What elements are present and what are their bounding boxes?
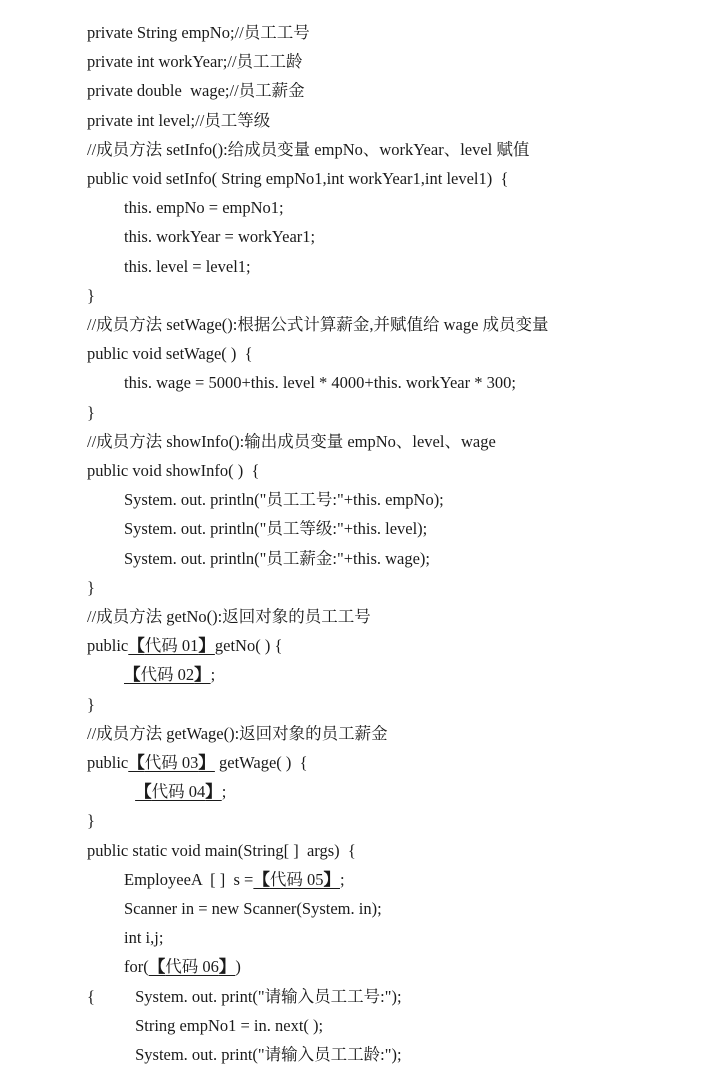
code-text: } — [87, 577, 95, 597]
code-text-after: getNo( ) { — [214, 636, 283, 656]
code-text: private double wage;//员工薪金 — [87, 81, 305, 101]
code-line — [87, 47, 303, 76]
code-line — [135, 777, 226, 806]
code-text: } — [87, 811, 95, 831]
code-text: private String empNo;//员工工号 — [87, 23, 310, 42]
code-text: this. level = level1; — [124, 256, 251, 276]
code-line — [87, 982, 402, 1011]
code-text-after: ) — [235, 957, 241, 977]
code-text: System. out. println("员工工号:"+this. empNo); — [124, 490, 444, 510]
code-line — [124, 923, 163, 952]
code-line — [87, 719, 388, 748]
code-text-after: ; — [340, 869, 345, 889]
code-line — [87, 339, 253, 368]
code-line — [124, 222, 315, 251]
code-line — [135, 1011, 323, 1040]
code-text: this. wage = 5000+this. level * 4000+this. workYear * 300; — [124, 373, 516, 393]
code-line — [87, 456, 259, 485]
code-text: System. out. print("请输入员工工号:"); — [135, 986, 402, 1006]
code-text: public — [87, 753, 129, 772]
code-text: private int level;//员工等级 — [87, 110, 271, 130]
code-text: } — [87, 694, 95, 714]
code-text: System. out. println("员工等级:"+this. level); — [124, 519, 428, 539]
code-text: public static void main(String[ ] args) { — [87, 840, 356, 860]
code-line — [87, 427, 496, 456]
code-line — [87, 573, 95, 602]
code-line — [124, 894, 382, 923]
code-line — [87, 806, 95, 835]
fill-in-blank: 【代码 01】 — [128, 636, 215, 656]
code-text-after: ; — [210, 665, 216, 685]
code-text: public void showInfo( ) { — [87, 461, 260, 480]
code-line — [87, 281, 95, 310]
code-text: EmployeeA [ ] s = — [124, 869, 254, 889]
code-text: String empNo1 = in. next( ); — [135, 1015, 324, 1035]
code-text-after: ; — [221, 782, 227, 802]
code-line — [87, 164, 508, 193]
code-text: //成员方法 getWage():返回对象的员工薪金 — [87, 723, 388, 743]
fill-in-blank: 【代码 03】 — [128, 753, 215, 772]
code-text: //成员方法 getNo():返回对象的员工工号 — [87, 607, 371, 626]
code-text: System. out. println("员工薪金:"+this. wage); — [124, 548, 431, 568]
fill-in-blank: 【代码 05】 — [253, 869, 340, 889]
code-text: for( — [124, 957, 149, 977]
code-line — [87, 836, 356, 865]
code-brace: { — [87, 986, 95, 1006]
code-line — [87, 631, 282, 660]
code-text: } — [87, 402, 95, 422]
code-text: int i,j; — [124, 928, 164, 948]
code-line — [124, 865, 345, 894]
code-text: //成员方法 showInfo():输出成员变量 empNo、level、wage — [87, 431, 496, 451]
code-line — [124, 544, 430, 573]
code-line — [87, 398, 95, 427]
code-text: public void setWage( ) { — [87, 344, 253, 364]
code-line — [87, 18, 310, 47]
code-text: Scanner in = new Scanner(System. in); — [124, 899, 382, 918]
code-text: } — [87, 285, 95, 305]
fill-in-blank: 【代码 04】 — [135, 782, 222, 802]
code-text-after: getWage( ) { — [214, 753, 308, 772]
code-text: public void setInfo( String empNo1,int workYear1,int level1) { — [87, 169, 509, 188]
code-text: this. empNo = empNo1; — [124, 198, 284, 218]
fill-in-blank: 【代码 02】 — [124, 665, 211, 685]
code-line — [87, 76, 305, 105]
code-text: private int workYear;//员工工龄 — [87, 52, 303, 72]
code-line — [87, 310, 549, 339]
code-line — [124, 368, 516, 397]
fill-in-blank: 【代码 06】 — [148, 957, 236, 977]
code-line — [124, 193, 284, 222]
code-text: System. out. print("请输入员工工龄:"); — [135, 1045, 402, 1064]
code-line — [124, 660, 215, 689]
code-text: //成员方法 setWage():根据公式计算薪金,并赋值给 wage 成员变量 — [87, 315, 549, 334]
code-line — [87, 135, 529, 164]
code-line — [87, 690, 95, 719]
code-line — [124, 252, 251, 281]
code-line — [124, 514, 427, 543]
code-line — [87, 602, 371, 631]
code-line — [124, 485, 444, 514]
code-line — [87, 106, 270, 135]
code-line — [87, 748, 308, 777]
code-text: this. workYear = workYear1; — [124, 227, 316, 247]
code-text: public — [87, 636, 129, 656]
code-line — [124, 952, 241, 981]
code-line — [135, 1040, 401, 1069]
code-text: //成员方法 setInfo():给成员变量 empNo、workYear、level 赋值 — [87, 139, 530, 159]
